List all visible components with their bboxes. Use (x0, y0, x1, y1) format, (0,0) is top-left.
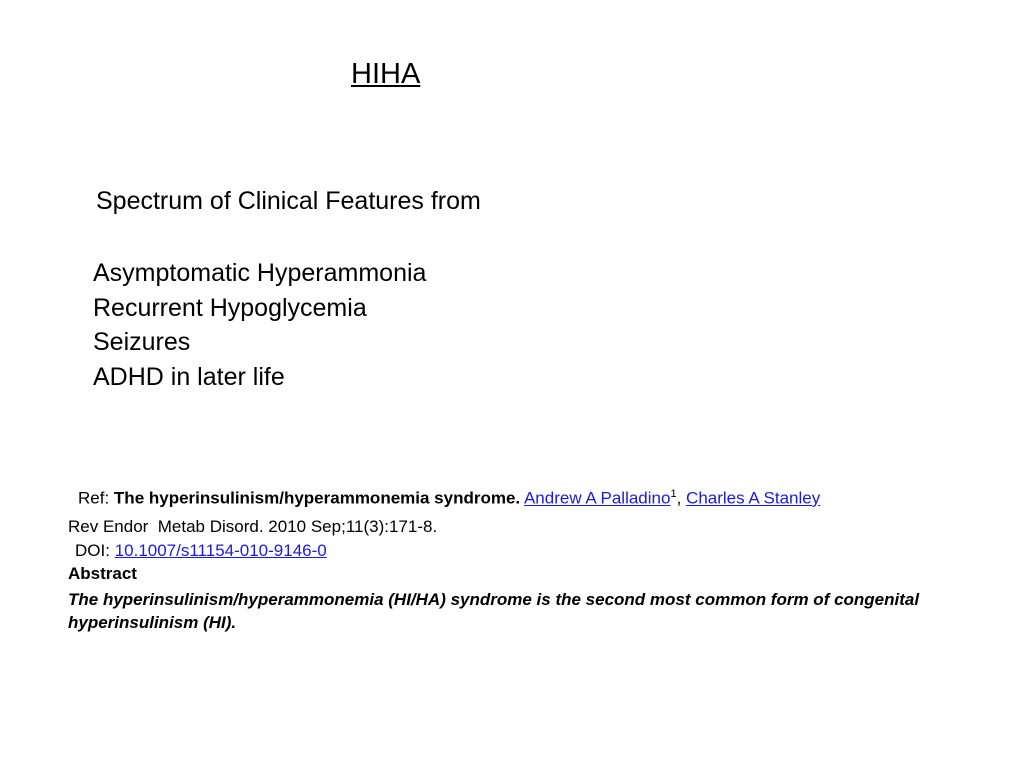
slide-title: HIHA (351, 58, 421, 90)
feature-item: Asymptomatic Hyperammonia (93, 259, 427, 287)
journal-citation: Rev Endor Metab Disord. 2010 Sep;11(3):171-8. (68, 517, 438, 536)
author-link-stanley[interactable]: Charles A Stanley (686, 488, 821, 508)
feature-item: Recurrent Hypoglycemia (93, 293, 367, 322)
doi-line (75, 541, 327, 561)
ref-prefix: Ref: (78, 488, 110, 508)
subtitle: Spectrum of Clinical Features from (96, 187, 481, 215)
doi-link[interactable]: 10.1007/s11154-010-9146-0 (114, 541, 327, 560)
author-separator: , (676, 488, 682, 508)
author-link-palladino[interactable]: Andrew A Palladino (523, 488, 671, 508)
abstract-text: The hyperinsulinism/hyperammonemia (HI/HA) syndrome is the second most common form of congenital hyperinsulinism (HI). (68, 590, 920, 632)
feature-item: Seizures (93, 328, 191, 356)
abstract-heading: Abstract (68, 564, 137, 583)
feature-item: ADHD in later life (93, 362, 285, 391)
author-superscript: 1 (670, 488, 677, 500)
reference-line (78, 488, 820, 509)
doi-label: DOI: (75, 541, 110, 560)
feature-list (93, 256, 426, 394)
article-title: The hyperinsulinism/hyperammonemia syndrome. (113, 488, 521, 508)
